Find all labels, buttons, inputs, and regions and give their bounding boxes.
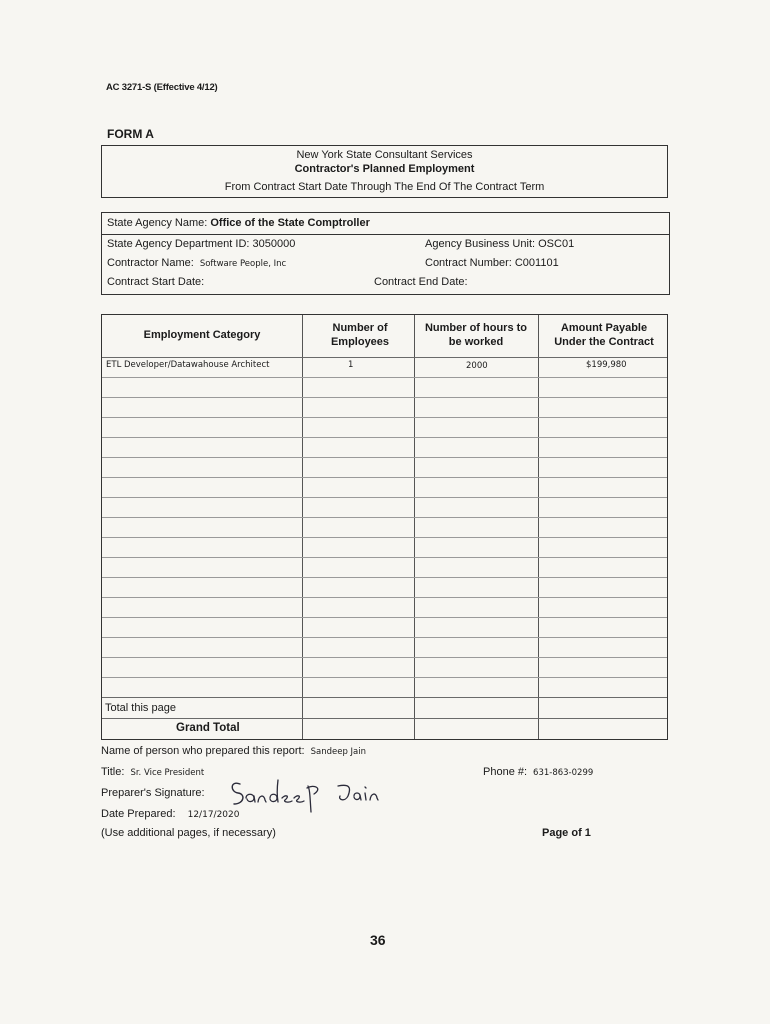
header-hours-worked: Number of hours to be worked	[424, 322, 528, 348]
contract-start-date: Contract Start Date:	[107, 276, 205, 288]
row-divider	[102, 477, 667, 478]
agency-name-label: State Agency Name:	[107, 217, 208, 229]
column-divider	[414, 315, 415, 739]
row-divider	[102, 637, 667, 638]
header-employment-category: Employment Category	[143, 329, 261, 341]
row-divider	[102, 397, 667, 398]
title-line-2: Contractor's Planned Employment	[294, 163, 475, 175]
row-divider	[102, 457, 667, 458]
row-divider	[102, 417, 667, 418]
title-line-3: From Contract Start Date Through The End Of The Contract Term	[224, 181, 545, 193]
grand-total-divider	[102, 718, 667, 719]
contractor-name-value: Software People, Inc	[199, 259, 287, 269]
row-divider	[102, 517, 667, 518]
contract-number: Contract Number: C001101	[425, 257, 559, 269]
agency-name-row	[102, 213, 669, 235]
cell-amount-payable: $199,980	[586, 360, 627, 370]
prepared-by-value: Sandeep Jain	[310, 747, 367, 757]
contractor-name-label: Contractor Name:	[107, 257, 194, 269]
prepared-by-label: Name of person who prepared this report:	[101, 745, 305, 757]
employment-table	[101, 314, 668, 740]
row-divider	[102, 377, 667, 378]
row-divider	[102, 617, 667, 618]
agency-name-value: Office of the State Comptroller	[210, 217, 370, 229]
date-prepared-value: 12/17/2020	[187, 810, 240, 820]
title-line-1: New York State Consultant Services	[296, 149, 473, 161]
date-prepared-label: Date Prepared:	[101, 808, 176, 820]
row-divider	[102, 437, 667, 438]
cell-number-of-employees: 1	[348, 360, 354, 370]
row-divider	[102, 577, 667, 578]
page-of-label: Page of 1	[542, 827, 591, 839]
row-divider	[102, 657, 667, 658]
title-box	[101, 145, 668, 198]
agency-business-unit: Agency Business Unit: OSC01	[425, 238, 575, 250]
date-prepared-field	[101, 808, 239, 820]
row-divider	[102, 537, 667, 538]
contract-end-date: Contract End Date:	[374, 276, 468, 288]
handwritten-signature	[228, 774, 398, 814]
title-field	[101, 766, 204, 778]
row-divider	[102, 557, 667, 558]
phone-value: 631-863-0299	[533, 768, 594, 778]
agency-dept-id: State Agency Department ID: 3050000	[107, 238, 296, 250]
cell-employment-category: ETL Developer/Datawahouse Architect	[106, 360, 270, 370]
agency-info-box	[101, 212, 670, 295]
grand-total-label: Grand Total	[176, 722, 240, 734]
total-divider	[102, 697, 667, 698]
cell-hours-worked: 2000	[466, 361, 488, 371]
total-this-page-label: Total this page	[105, 702, 176, 714]
title-value: Sr. Vice President	[130, 768, 205, 778]
form-code: AC 3271-S (Effective 4/12)	[106, 82, 218, 93]
row-divider	[102, 677, 667, 678]
header-number-of-employees: Number of Employees	[330, 322, 390, 348]
row-divider	[102, 597, 667, 598]
header-amount-payable: Amount Payable Under the Contract	[554, 322, 654, 348]
page-number: 36	[370, 932, 386, 948]
signature-label: Preparer's Signature:	[101, 787, 205, 799]
header-divider	[102, 357, 667, 358]
title-label: Title:	[101, 766, 125, 778]
column-divider	[538, 315, 539, 739]
form-label: FORM A	[107, 127, 154, 141]
row-divider	[102, 497, 667, 498]
prepared-by-field	[101, 745, 366, 757]
contractor-name-field	[107, 257, 286, 269]
phone-label: Phone #:	[483, 766, 528, 778]
additional-pages-note: (Use additional pages, if necessary)	[101, 827, 276, 839]
column-divider	[302, 315, 303, 739]
phone-field	[483, 766, 593, 778]
